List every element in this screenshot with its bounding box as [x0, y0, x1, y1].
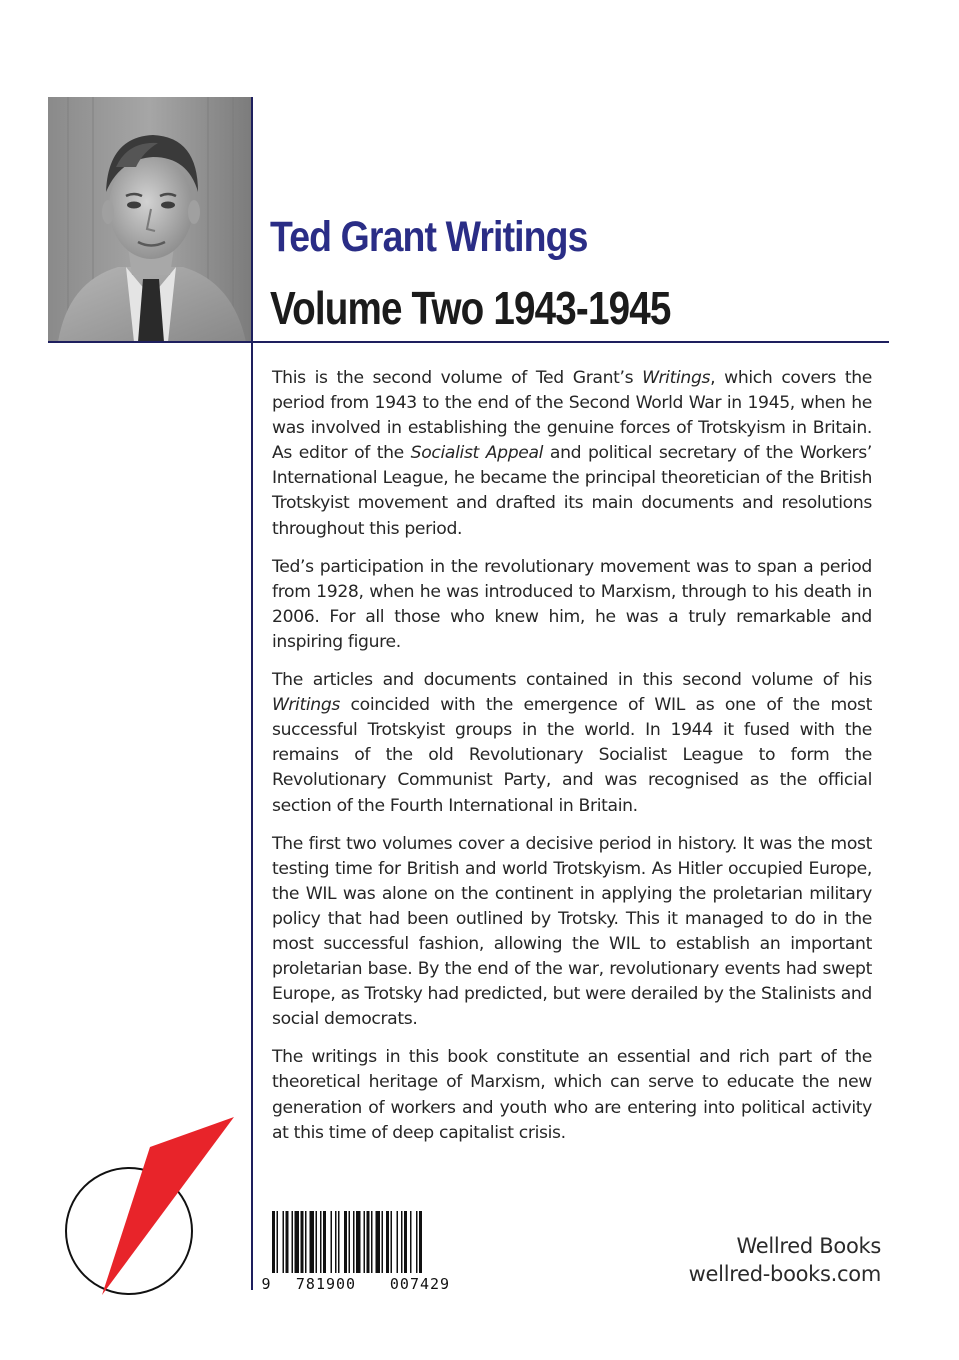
barcode-bar [316, 1211, 318, 1273]
barcode-bar [283, 1211, 285, 1273]
barcode-bar [277, 1211, 279, 1273]
publisher-block [689, 1232, 881, 1288]
barcode-bar [272, 1211, 275, 1273]
publisher-url[interactable]: wellred-books.com [688, 1262, 881, 1286]
blurb-paragraph-3: The articles and documents contained in this second volume of his Writings coincided with the emergence of WIL as one of the most successful Trotskyist groups in the world. In 1944 it fused with the remains of the old Revolutionary Socialist League to form the Revolutionary Communist Party, and was recognised as the official section of the Fourth International in Britain. [272, 670, 872, 816]
barcode-bar [419, 1211, 422, 1273]
blurb-paragraph-4: The first two volumes cover a decisive period in history. It was the most testing time for British and world Trotskyism. As Hitler occupied Europe, the WIL was alone on the continent in applying the proletarian military policy that had been outlined by Trotsky. This it managed to do in the most successful fashion, allowing the WIL to establish an important proletarian base. By the end of the war, revolutionary events had swept Europe, as Trotsky had predicted, but were derailed by the Stalinists and social democrats. [272, 833, 872, 1030]
barcode-bars [272, 1211, 422, 1273]
barcode-bar [391, 1211, 393, 1273]
barcode-bar [286, 1211, 289, 1273]
barcode-bar [416, 1211, 418, 1273]
barcode-digit-first: 9 [261, 1275, 271, 1291]
barcode-bar [301, 1211, 304, 1273]
barcode-group-right: 007429 [389, 1275, 451, 1291]
barcode-bar [344, 1211, 347, 1273]
barcode-bar [323, 1211, 326, 1273]
barcode-bar [410, 1211, 412, 1273]
barcode-bar [295, 1211, 300, 1273]
barcode-bar [397, 1211, 399, 1273]
book-subtitle: Volume Two 1943-1945 [270, 282, 671, 334]
blurb [272, 366, 872, 1159]
barcode-bar [364, 1211, 366, 1273]
horizontal-rule [48, 341, 889, 343]
barcode-bar [356, 1211, 361, 1273]
barcode-bar [320, 1211, 322, 1273]
book-title: Ted Grant Writings [270, 213, 588, 261]
blurb-paragraph-5: The writings in this book constitute an essential and rich part of the theoretical heritage of Marxism, which can serve to educate the new generation of workers and youth who are entering into political activity at this time of deep capitalist crisis. [272, 1047, 872, 1143]
barcode-bar [371, 1211, 373, 1273]
barcode-group-left: 781900 [295, 1275, 357, 1291]
barcode-bar [349, 1211, 351, 1273]
barcode-bar [353, 1211, 355, 1273]
blurb-paragraph-2: Ted’s participation in the revolutionary movement was to span a period from 1928, when he was introduced to Marxism, through to his death in 2006. For all those who knew him, he was a truly remarkable and inspiring figure. [272, 556, 872, 652]
barcode-bar [404, 1211, 407, 1273]
compass-logo-icon [62, 1117, 242, 1297]
barcode-bar [305, 1211, 307, 1273]
barcode-bar [292, 1211, 294, 1273]
barcode-bar [335, 1211, 337, 1273]
author-portrait [48, 97, 251, 342]
barcode-bar [386, 1211, 389, 1273]
barcode-bar [310, 1211, 315, 1273]
barcode-bar [331, 1211, 333, 1273]
vertical-rule [251, 97, 253, 1290]
barcode-bar [382, 1211, 384, 1273]
barcode-bar [401, 1211, 403, 1273]
barcode-bar [367, 1211, 370, 1273]
publisher-name: Wellred Books [736, 1234, 881, 1258]
barcode-bar [376, 1211, 381, 1273]
blurb-paragraph-1: This is the second volume of Ted Grant’s Writings, which covers the period from 1943 to the end of the Second World War in 1945, when he was involved in establishing the genuine forces of Trotskyism in Britain. As editor of the Socialist Appeal and political secretary of the Workers’ International League, he became the principal theoretician of the British Trotskyist movement and drafted its main documents and resolutions throughout this period. [272, 368, 873, 539]
barcode-bar [338, 1211, 340, 1273]
isbn-barcode [260, 1209, 476, 1291]
